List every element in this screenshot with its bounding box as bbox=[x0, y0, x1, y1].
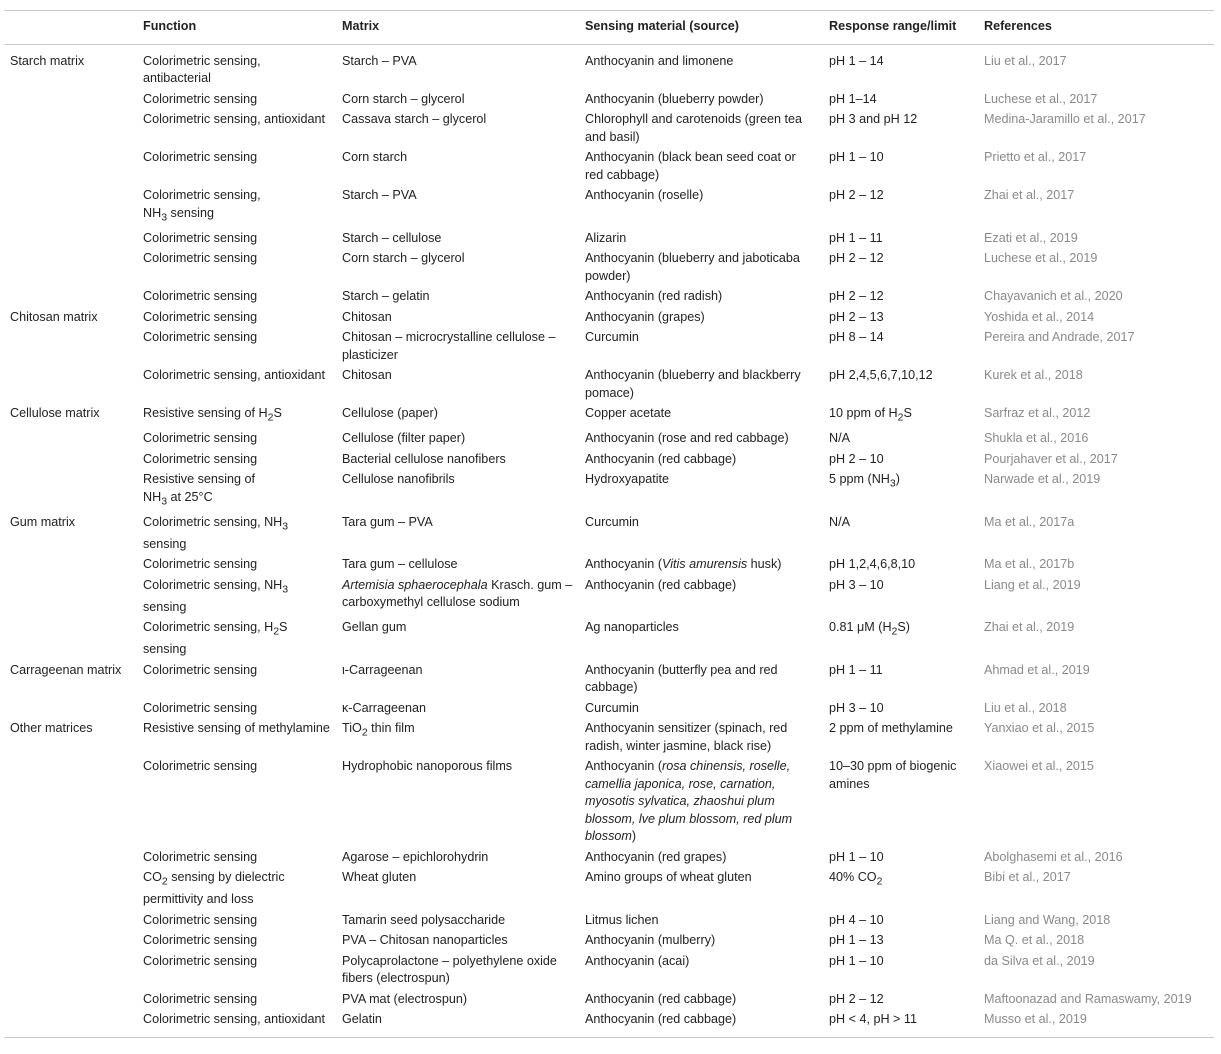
cell-sensing-material: Copper acetate bbox=[585, 406, 672, 421]
cell-matrix: Wheat gluten bbox=[342, 870, 417, 885]
cell-reference: Luchese et al., 2017 bbox=[984, 91, 1098, 106]
cell-matrix: Tara gum – cellulose bbox=[342, 557, 458, 572]
cell-response-range: 2 ppm of methylamine bbox=[829, 721, 953, 736]
cell-matrix-category bbox=[4, 757, 137, 848]
cell-reference: Xiaowei et al., 2015 bbox=[984, 759, 1094, 774]
cell-sensing-material: Curcumin bbox=[585, 330, 639, 345]
cell-sensing-material: Chlorophyll and carotenoids (green tea and basil) bbox=[585, 112, 803, 144]
cell-matrix: Starch – PVA bbox=[342, 53, 417, 68]
cell-reference: Musso et al., 2019 bbox=[978, 1010, 1214, 1037]
cell-matrix-category: Cellulose matrix bbox=[10, 406, 100, 421]
cell-function: Colorimetric sensing bbox=[143, 91, 258, 106]
cell-sensing-material: Anthocyanin (blueberry powder) bbox=[585, 91, 764, 106]
cell-matrix-category bbox=[4, 931, 137, 952]
cell-reference: Ezati et al., 2019 bbox=[984, 230, 1078, 245]
table-row bbox=[4, 868, 1214, 911]
cell-matrix-category bbox=[4, 990, 137, 1011]
cell-matrix: Chitosan bbox=[342, 309, 392, 324]
cell-response-range: 10 ppm of $H_2S$ bbox=[829, 406, 912, 424]
cell-response-range: pH 2 – 12 bbox=[829, 251, 884, 266]
cell-reference: Liang et al., 2019 bbox=[984, 577, 1081, 592]
cell-matrix-category: Starch matrix bbox=[10, 53, 85, 68]
cell-response-range: 5 ppm $(NH_3)$ bbox=[829, 472, 900, 490]
cell-reference: Prietto et al., 2017 bbox=[984, 150, 1087, 164]
cell-matrix: Polycaprolactone – polyethylene oxide fibers (electrospun) bbox=[342, 953, 557, 986]
cell-matrix: Cassava starch – glycerol bbox=[342, 112, 487, 126]
cell-function: Colorimetric sensing bbox=[143, 912, 258, 927]
cell-matrix-category bbox=[4, 90, 137, 111]
cell-reference: Pereira and Andrade, 2017 bbox=[984, 330, 1135, 345]
cell-matrix-category bbox=[4, 555, 137, 576]
cell-matrix: Chitosan bbox=[342, 368, 392, 383]
column-header-matrix-category bbox=[4, 11, 137, 45]
cell-reference: Chayavanich et al., 2020 bbox=[984, 289, 1123, 304]
cell-sensing-material: Alizarin bbox=[585, 230, 627, 245]
cell-response-range: pH 3 – 10 bbox=[829, 700, 884, 715]
cell-sensing-material: Anthocyanin (Vitis amurensis husk) bbox=[585, 557, 782, 572]
column-header-function: Function bbox=[137, 11, 336, 45]
cell-sensing-material: Anthocyanin (rosa chinensis, roselle, camellia japonica, rose, carnation, myosotis sylvatica, zhaoshui plum blossom, lve plum blossom, red plum blossom) bbox=[585, 759, 793, 844]
cell-reference: Luchese et al., 2019 bbox=[984, 251, 1098, 266]
cell-sensing-material: Anthocyanin (red grapes) bbox=[585, 849, 727, 864]
cell-function: $CO_2$ sensing by dielectric permittivity and loss bbox=[143, 870, 285, 907]
cell-matrix-category bbox=[4, 328, 137, 366]
table-body bbox=[4, 44, 1214, 1037]
table-row bbox=[4, 429, 1214, 450]
table-row bbox=[4, 931, 1214, 952]
cell-response-range: pH 2 – 10 bbox=[829, 451, 884, 466]
cell-matrix: Cellulose nanofibrils bbox=[342, 472, 455, 487]
cell-matrix: TiO$_2$ thin film bbox=[342, 721, 415, 739]
column-header-reference: References bbox=[978, 11, 1214, 45]
table-row bbox=[4, 513, 1214, 556]
cell-response-range: pH 1 – 10 bbox=[829, 953, 884, 968]
cell-matrix: Starch – gelatin bbox=[342, 289, 430, 304]
cell-reference: Liu et al., 2017 bbox=[984, 53, 1067, 68]
cell-matrix-category bbox=[4, 110, 137, 148]
cell-function: Colorimetric sensing, antibacterial bbox=[143, 53, 261, 85]
column-header-response-range: Response range/limit bbox=[823, 11, 978, 45]
cell-response-range: pH 2,4,5,6,7,10,12 bbox=[829, 368, 933, 383]
cell-matrix-category bbox=[4, 699, 137, 720]
cell-sensing-material: Anthocyanin (black bean seed coat or red cabbage) bbox=[585, 150, 796, 182]
cell-function: Colorimetric sensing, $NH_3$ sensing bbox=[143, 514, 289, 551]
cell-reference: Yoshida et al., 2014 bbox=[984, 309, 1095, 324]
cell-function: Colorimetric sensing bbox=[143, 150, 258, 164]
cell-reference: Pourjahaver et al., 2017 bbox=[984, 451, 1118, 466]
cell-sensing-material: Anthocyanin (red cabbage) bbox=[585, 451, 737, 466]
table-row bbox=[4, 719, 1214, 757]
cell-reference: Shukla et al., 2016 bbox=[984, 431, 1089, 446]
cell-function: Colorimetric sensing, antioxidant bbox=[143, 112, 325, 126]
cell-reference: Zhai et al., 2017 bbox=[984, 188, 1075, 202]
cell-matrix-category: Other matrices bbox=[10, 721, 93, 736]
table-row bbox=[4, 1010, 1214, 1037]
table-row bbox=[4, 848, 1214, 869]
cell-matrix-category: Carrageenan matrix bbox=[10, 662, 122, 677]
table-row bbox=[4, 990, 1214, 1011]
cell-reference: Abolghasemi et al., 2016 bbox=[984, 849, 1123, 864]
cell-matrix-category bbox=[4, 229, 137, 250]
cell-sensing-material: Anthocyanin (blueberry and blackberry pomace) bbox=[585, 368, 801, 400]
cell-function: Resistive sensing of $H_2S$ bbox=[143, 406, 282, 424]
cell-reference: Medina-Jaramillo et al., 2017 bbox=[984, 112, 1146, 126]
cell-function: Colorimetric sensing bbox=[143, 991, 258, 1006]
table-row bbox=[4, 450, 1214, 471]
cell-sensing-material: Curcumin bbox=[585, 700, 639, 715]
table-row bbox=[4, 229, 1214, 250]
cell-response-range: pH 3 – 10 bbox=[829, 577, 884, 592]
cell-matrix: Cellulose (paper) bbox=[342, 406, 438, 421]
cell-response-range: pH 2 – 12 bbox=[829, 289, 884, 304]
data-table bbox=[4, 10, 1214, 1038]
cell-matrix: Corn starch – glycerol bbox=[342, 251, 465, 266]
cell-response-range: pH 1,2,4,6,8,10 bbox=[829, 557, 916, 572]
cell-matrix-category bbox=[4, 186, 137, 229]
cell-sensing-material: Litmus lichen bbox=[585, 912, 659, 927]
cell-matrix: Chitosan – microcrystalline cellulose – plasticizer bbox=[342, 330, 556, 362]
cell-response-range: pH 8 – 14 bbox=[829, 330, 884, 345]
cell-matrix: Gelatin bbox=[336, 1010, 579, 1037]
cell-function: Colorimetric sensing, $H_2S$ sensing bbox=[143, 620, 288, 657]
cell-matrix: Corn starch bbox=[342, 150, 408, 164]
cell-function: Colorimetric sensing bbox=[143, 759, 258, 774]
cell-reference: Ma et al., 2017a bbox=[984, 514, 1075, 529]
cell-matrix-category bbox=[4, 618, 137, 661]
cell-response-range: pH < 4, pH > 11 bbox=[823, 1010, 978, 1037]
cell-reference: Ma Q. et al., 2018 bbox=[984, 933, 1085, 948]
cell-sensing-material: Anthocyanin (red cabbage) bbox=[585, 991, 737, 1006]
cell-matrix: PVA – Chitosan nanoparticles bbox=[342, 933, 508, 948]
cell-matrix-category: Gum matrix bbox=[10, 514, 76, 529]
cell-sensing-material: Anthocyanin and limonene bbox=[585, 53, 734, 68]
cell-function: Resistive sensing of methylamine bbox=[143, 721, 330, 736]
cell-reference: Ahmad et al., 2019 bbox=[984, 662, 1090, 677]
cell-sensing-material: Anthocyanin (mulberry) bbox=[585, 933, 716, 948]
cell-reference: Narwade et al., 2019 bbox=[984, 472, 1101, 487]
cell-response-range: 0.81 μM $(H_2S)$ bbox=[829, 620, 910, 638]
table-row bbox=[4, 404, 1214, 429]
cell-reference: Sarfraz et al., 2012 bbox=[984, 406, 1091, 421]
cell-reference: Ma et al., 2017b bbox=[984, 557, 1075, 572]
cell-matrix: κ-Carrageenan bbox=[342, 700, 427, 715]
cell-function: Colorimetric sensing bbox=[143, 451, 258, 466]
table-row bbox=[4, 555, 1214, 576]
table-row bbox=[4, 110, 1214, 148]
cell-function: Colorimetric sensing, antioxidant bbox=[143, 368, 325, 383]
cell-reference: Kurek et al., 2018 bbox=[984, 368, 1083, 383]
table-row bbox=[4, 470, 1214, 513]
cell-function: Colorimetric sensing bbox=[143, 933, 258, 948]
cell-reference: Bibi et al., 2017 bbox=[984, 870, 1071, 885]
cell-sensing-material: Hydroxyapatite bbox=[585, 472, 669, 487]
cell-response-range: pH 1 – 14 bbox=[829, 53, 884, 68]
table-row bbox=[4, 249, 1214, 287]
table-row bbox=[4, 308, 1214, 329]
cell-sensing-material: Anthocyanin (roselle) bbox=[585, 188, 704, 202]
cell-matrix-category bbox=[4, 848, 137, 869]
cell-response-range: pH 1 – 11 bbox=[829, 662, 883, 677]
cell-response-range: pH 2 – 12 bbox=[829, 991, 884, 1006]
table-row bbox=[4, 366, 1214, 404]
cell-matrix-category bbox=[4, 450, 137, 471]
cell-matrix-category bbox=[4, 287, 137, 308]
table-row bbox=[4, 186, 1214, 229]
cell-sensing-material: Anthocyanin (grapes) bbox=[585, 309, 705, 324]
cell-sensing-material: Curcumin bbox=[585, 514, 639, 529]
cell-sensing-material: Anthocyanin (blueberry and jaboticaba powder) bbox=[585, 251, 800, 283]
cell-matrix-category bbox=[4, 429, 137, 450]
cell-sensing-material: Anthocyanin (acai) bbox=[585, 953, 690, 968]
cell-matrix: Bacterial cellulose nanofibers bbox=[342, 451, 506, 466]
cell-response-range: pH 1 – 13 bbox=[829, 933, 884, 948]
cell-response-range: pH 1 – 10 bbox=[829, 150, 884, 164]
cell-function: Resistive sensing of $NH_3$ at 25°C bbox=[143, 472, 255, 508]
cell-matrix: ι-Carrageenan bbox=[342, 662, 423, 677]
cell-reference: Liu et al., 2018 bbox=[984, 700, 1067, 715]
cell-matrix-category bbox=[4, 148, 137, 186]
cell-function: Colorimetric sensing bbox=[143, 309, 258, 324]
cell-sensing-material: Anthocyanin (red cabbage) bbox=[585, 577, 737, 592]
cell-function: Colorimetric sensing bbox=[143, 289, 258, 304]
cell-sensing-material: Anthocyanin (red radish) bbox=[585, 289, 723, 304]
cell-reference: Liang and Wang, 2018 bbox=[984, 912, 1111, 927]
header-row bbox=[4, 11, 1214, 45]
cell-function: Colorimetric sensing bbox=[143, 953, 258, 968]
cell-response-range: pH 1 – 11 bbox=[829, 230, 883, 245]
cell-matrix-category bbox=[4, 470, 137, 513]
cell-matrix: Corn starch – glycerol bbox=[342, 91, 465, 106]
cell-matrix: Starch – cellulose bbox=[342, 230, 442, 245]
column-header-matrix: Matrix bbox=[336, 11, 579, 45]
cell-response-range: pH 3 and pH 12 bbox=[829, 112, 918, 126]
cell-sensing-material: Amino groups of wheat gluten bbox=[585, 870, 752, 885]
table-row bbox=[4, 757, 1214, 848]
column-header-sensing-material: Sensing material (source) bbox=[579, 11, 823, 45]
cell-matrix: PVA mat (electrospun) bbox=[342, 991, 468, 1006]
cell-sensing-material: Anthocyanin sensitizer (spinach, red radish, winter jasmine, black rise) bbox=[585, 721, 788, 753]
cell-matrix: Gellan gum bbox=[342, 620, 407, 635]
cell-function: Colorimetric sensing bbox=[143, 251, 258, 266]
cell-response-range: 10–30 ppm of biogenic amines bbox=[829, 759, 957, 791]
table-row bbox=[4, 44, 1214, 90]
cell-reference: Zhai et al., 2019 bbox=[984, 620, 1075, 635]
cell-response-range: pH 1–14 bbox=[829, 91, 877, 106]
cell-matrix: Tara gum – PVA bbox=[342, 514, 433, 529]
cell-sensing-material: Anthocyanin (butterfly pea and red cabbage) bbox=[585, 662, 778, 695]
cell-function: Colorimetric sensing bbox=[143, 330, 258, 345]
cell-function: Colorimetric sensing, antioxidant bbox=[137, 1010, 336, 1037]
cell-function: Colorimetric sensing, $NH_3$ sensing bbox=[143, 188, 261, 224]
table-row bbox=[4, 911, 1214, 932]
cell-sensing-material: Anthocyanin (red cabbage) bbox=[579, 1010, 823, 1037]
cell-reference: da Silva et al., 2019 bbox=[984, 953, 1095, 968]
cell-matrix: Agarose – epichlorohydrin bbox=[342, 849, 489, 864]
table-row bbox=[4, 699, 1214, 720]
cell-response-range: pH 2 – 13 bbox=[829, 309, 884, 324]
cell-matrix-category bbox=[4, 952, 137, 990]
cell-response-range: N/A bbox=[829, 514, 850, 529]
table-row bbox=[4, 952, 1214, 990]
table-header bbox=[4, 11, 1214, 45]
table-row bbox=[4, 328, 1214, 366]
cell-sensing-material: Ag nanoparticles bbox=[585, 620, 679, 635]
table-row bbox=[4, 148, 1214, 186]
cell-matrix: Starch – PVA bbox=[342, 188, 417, 202]
cell-function: Colorimetric sensing, $NH_3$ sensing bbox=[143, 577, 289, 614]
cell-response-range: pH 4 – 10 bbox=[829, 912, 884, 927]
cell-response-range: pH 2 – 12 bbox=[829, 188, 884, 202]
cell-matrix: Tamarin seed polysaccharide bbox=[342, 912, 506, 927]
cell-response-range: 40% $CO_2$ bbox=[829, 870, 883, 888]
cell-reference: Maftoonazad and Ramaswamy, 2019 bbox=[984, 991, 1192, 1006]
cell-function: Colorimetric sensing bbox=[143, 662, 258, 677]
cell-function: Colorimetric sensing bbox=[143, 849, 258, 864]
table-row bbox=[4, 618, 1214, 661]
table-row bbox=[4, 287, 1214, 308]
cell-function: Colorimetric sensing bbox=[143, 700, 258, 715]
cell-function: Colorimetric sensing bbox=[143, 557, 258, 572]
table-row bbox=[4, 576, 1214, 619]
cell-function: Colorimetric sensing bbox=[143, 230, 258, 245]
cell-response-range: N/A bbox=[829, 431, 850, 446]
cell-matrix: Artemisia sphaerocephala Krasch. gum – carboxymethyl cellulose sodium bbox=[342, 577, 573, 610]
cell-matrix-category bbox=[4, 366, 137, 404]
cell-response-range: pH 1 – 10 bbox=[829, 849, 884, 864]
table-row bbox=[4, 90, 1214, 111]
cell-matrix-category: Chitosan matrix bbox=[10, 309, 98, 324]
cell-matrix-category bbox=[4, 576, 137, 619]
cell-matrix-category bbox=[4, 868, 137, 911]
cell-matrix-category bbox=[4, 249, 137, 287]
cell-matrix-category bbox=[4, 1010, 137, 1037]
cell-matrix: Hydrophobic nanoporous films bbox=[342, 759, 513, 774]
cell-matrix-category bbox=[4, 911, 137, 932]
table-row bbox=[4, 661, 1214, 699]
cell-sensing-material: Anthocyanin (rose and red cabbage) bbox=[585, 431, 789, 446]
cell-function: Colorimetric sensing bbox=[143, 431, 258, 446]
cell-matrix: Cellulose (filter paper) bbox=[342, 431, 466, 446]
cell-reference: Yanxiao et al., 2015 bbox=[984, 721, 1095, 736]
